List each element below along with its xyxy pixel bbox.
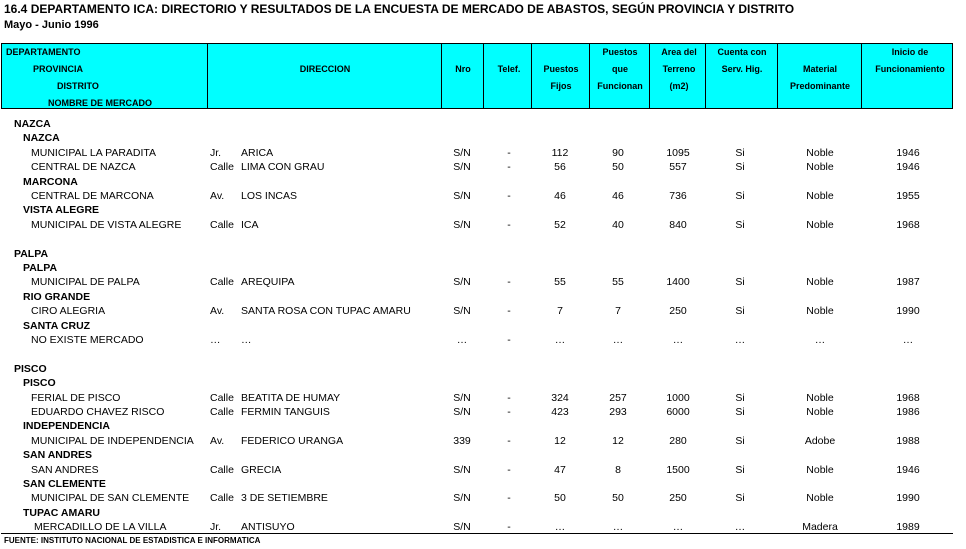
cell-fijos: 423 [551, 406, 569, 418]
cell-mat: Noble [806, 391, 834, 404]
cell-mat: … [814, 334, 826, 346]
cell-func: 90 [612, 146, 624, 159]
header-puestos-fijos-2: Fijos [550, 81, 572, 91]
market-name: CIRO ALEGRIA [31, 305, 106, 318]
cell-tel: - [507, 334, 511, 346]
cell-inicio: 1986 [896, 406, 920, 418]
cell-hig: Si [735, 463, 745, 476]
cell-func: 50 [612, 161, 624, 174]
header-telef-column [484, 44, 532, 108]
cell-area: 1000 [666, 391, 690, 404]
cell-inicio: 1990 [896, 305, 920, 318]
cell-via: Jr. [210, 521, 222, 534]
cell-func: 257 [609, 391, 627, 404]
cell-mat: Noble [806, 146, 834, 159]
cell-func: 40 [612, 218, 624, 231]
header-cuenta-column [706, 44, 778, 108]
cell-via: Av. [210, 305, 225, 318]
report-title: 16.4 DEPARTAMENTO ICA: DIRECTORIO Y RESULTADOS DE LA ENCUESTA DE MERCADO DE ABASTOS, SEGÚN PROVINCIA Y DISTRITO [4, 2, 795, 16]
cell-area: 280 [669, 434, 687, 447]
cell-mat: Noble [806, 406, 834, 418]
cell-dir: GRECIA [241, 463, 282, 476]
market-name: MUNICIPAL DE SAN CLEMENTE [31, 492, 190, 505]
cell-hig: Si [735, 276, 745, 289]
cell-mat: Noble [806, 463, 834, 476]
cell-nro: S/N [453, 521, 471, 534]
market-name: CENTRAL DE NAZCA [31, 161, 136, 174]
cell-nro: S/N [453, 276, 471, 289]
district-name: SANTA CRUZ [23, 319, 91, 332]
cell-tel: - [507, 406, 511, 418]
cell-fijos: 112 [551, 146, 569, 159]
cell-inicio: 1968 [896, 218, 920, 231]
cell-mat: Madera [802, 521, 838, 534]
cell-dir: FERMIN TANGUIS [241, 406, 330, 418]
cell-dir: LOS INCAS [241, 190, 298, 202]
district-name: NAZCA [23, 132, 60, 145]
province-name: PISCO [14, 362, 47, 375]
header-cuenta-1: Cuenta con [717, 47, 767, 57]
district-name: SAN ANDRES [23, 449, 93, 462]
province-name: NAZCA [14, 118, 51, 130]
cell-area: 250 [669, 492, 687, 505]
header-nombre-mercado: NOMBRE DE MERCADO [48, 98, 153, 108]
header-distrito: DISTRITO [57, 81, 99, 91]
cell-dir: 3 DE SETIEMBRE [241, 492, 328, 505]
cell-hig: … [734, 334, 746, 346]
source-footer: FUENTE: INSTITUTO NACIONAL DE ESTADISTICA E INFORMATICA [4, 536, 261, 545]
cell-func: 46 [612, 190, 624, 202]
cell-via: Calle [210, 161, 234, 174]
cell-area: 736 [669, 190, 687, 202]
cell-inicio: … [902, 334, 914, 346]
market-name: MUNICIPAL DE PALPA [31, 276, 140, 289]
cell-dir: SANTA ROSA CON TUPAC AMARU [241, 305, 411, 318]
cell-hig: Si [735, 391, 745, 404]
cell-via: Av. [210, 434, 225, 447]
header-material-1: Material [802, 64, 838, 74]
cell-fijos: 52 [554, 218, 566, 231]
cell-hig: Si [735, 406, 745, 418]
header-inicio-2: Funcionamiento [875, 64, 945, 74]
district-name: SAN CLEMENTE [23, 478, 106, 490]
cell-inicio: 1990 [896, 492, 920, 505]
header-inicio-1: Inicio de [891, 47, 929, 57]
province-name: PALPA [14, 247, 49, 260]
cell-via: Calle [210, 218, 234, 231]
cell-inicio: 1988 [896, 434, 920, 447]
header-provincia: PROVINCIA [33, 64, 84, 74]
cell-dir: FEDERICO URANGA [241, 434, 344, 447]
cell-mat: Noble [806, 492, 834, 505]
cell-area: 250 [669, 305, 687, 318]
cell-fijos: 56 [554, 161, 566, 174]
cell-inicio: 1989 [896, 521, 920, 534]
cell-area: 1400 [666, 276, 690, 289]
header-puestos-fijos-column [532, 44, 590, 108]
cell-dir: … [241, 334, 252, 346]
cell-fijos: 12 [554, 434, 566, 447]
header-area-column [650, 44, 706, 108]
cell-hig: Si [735, 146, 745, 159]
cell-via: Calle [210, 463, 234, 476]
cell-fijos: … [554, 334, 566, 346]
cell-fijos: 7 [557, 305, 563, 318]
cell-nro: S/N [453, 406, 471, 418]
cell-via: Calle [210, 276, 234, 289]
cell-mat: Adobe [804, 434, 836, 447]
header-area-1: Area del [661, 47, 697, 57]
cell-via: … [210, 334, 221, 346]
footer-divider [1, 533, 953, 534]
header-direccion: DIRECCION [299, 64, 351, 74]
cell-via: Jr. [210, 146, 222, 159]
header-area-2: Terreno [662, 64, 696, 74]
cell-hig: Si [735, 190, 745, 202]
header-material-column [778, 44, 862, 108]
cell-hig: … [734, 521, 746, 534]
cell-fijos: … [554, 521, 566, 534]
cell-inicio: 1946 [896, 161, 920, 174]
cell-inicio: 1968 [896, 391, 920, 404]
header-puestos-funcionan-3: Funcionan [597, 81, 643, 91]
cell-dir: LIMA CON GRAU [241, 161, 325, 174]
cell-mat: Noble [806, 305, 834, 318]
header-location-column [2, 44, 208, 108]
market-name: MUNICIPAL DE VISTA ALEGRE [31, 218, 182, 231]
cell-hig: Si [735, 161, 745, 174]
cell-tel: - [507, 492, 511, 505]
cell-nro: S/N [453, 190, 471, 202]
cell-via: Av. [210, 190, 225, 202]
cell-mat: Noble [806, 161, 834, 174]
market-name: NO EXISTE MERCADO [31, 334, 144, 346]
cell-func: … [612, 334, 624, 346]
cell-area: 840 [669, 218, 687, 231]
header-cuenta-2: Serv. Hig. [721, 64, 763, 74]
cell-area: 6000 [666, 406, 690, 418]
header-puestos-funcionan-2: que [611, 64, 629, 74]
cell-func: 7 [615, 305, 621, 318]
cell-func: 293 [609, 406, 627, 418]
cell-func: 55 [612, 276, 624, 289]
cell-inicio: 1987 [896, 276, 920, 289]
cell-via: Calle [210, 406, 234, 418]
cell-inicio: 1946 [896, 146, 920, 159]
cell-fijos: 324 [551, 391, 569, 404]
district-name: RIO GRANDE [23, 290, 91, 303]
cell-dir: AREQUIPA [241, 276, 295, 289]
market-name: MUNICIPAL LA PARADITA [31, 146, 157, 159]
district-name: PALPA [23, 262, 58, 274]
district-name: MARCONA [23, 175, 78, 188]
cell-func: … [612, 521, 624, 534]
header-puestos-funcionan-column [590, 44, 650, 108]
header-material-2: Predominante [789, 81, 851, 91]
header-nro-column [442, 44, 484, 108]
district-name: PISCO [23, 377, 56, 390]
cell-via: Calle [210, 492, 234, 505]
cell-tel: - [507, 391, 511, 404]
cell-hig: Si [735, 218, 745, 231]
cell-nro: S/N [453, 161, 471, 174]
header-direccion-column [208, 44, 442, 108]
header-inicio-column [862, 44, 952, 108]
cell-fijos: 46 [554, 190, 566, 202]
header-puestos-funcionan-1: Puestos [602, 47, 638, 57]
cell-nro: S/N [453, 146, 471, 159]
market-name: CENTRAL DE MARCONA [31, 190, 154, 202]
cell-hig: Si [735, 434, 745, 447]
cell-area: 557 [669, 161, 687, 174]
header-telef: Telef. [497, 64, 521, 74]
header-puestos-fijos-1: Puestos [543, 64, 579, 74]
cell-nro: S/N [453, 391, 471, 404]
cell-mat: Noble [806, 218, 834, 231]
cell-tel: - [507, 521, 511, 534]
cell-func: 8 [615, 463, 621, 476]
cell-inicio: 1946 [896, 463, 920, 476]
market-name: EDUARDO CHAVEZ RISCO [31, 406, 165, 418]
cell-tel: - [507, 190, 511, 202]
cell-mat: Noble [806, 276, 834, 289]
cell-tel: - [507, 305, 511, 318]
cell-tel: - [507, 146, 511, 159]
cell-tel: - [507, 218, 511, 231]
market-name: FERIAL DE PISCO [31, 391, 121, 404]
cell-fijos: 55 [554, 276, 566, 289]
cell-area: 1500 [666, 463, 690, 476]
cell-mat: Noble [806, 190, 834, 202]
cell-via: Calle [210, 391, 234, 404]
market-name: MUNICIPAL DE INDEPENDENCIA [31, 434, 194, 447]
header-departamento: DEPARTAMENTO [6, 47, 81, 57]
cell-tel: - [507, 161, 511, 174]
cell-nro: S/N [453, 492, 471, 505]
cell-tel: - [507, 276, 511, 289]
cell-hig: Si [735, 305, 745, 318]
cell-nro: 339 [453, 434, 471, 447]
cell-nro: S/N [453, 305, 471, 318]
header-area-3: (m2) [669, 81, 689, 91]
table-header [1, 43, 953, 109]
report-subtitle: Mayo - Junio 1996 [4, 19, 99, 31]
cell-area: … [672, 521, 684, 534]
cell-dir: ANTISUYO [241, 521, 295, 534]
cell-tel: - [507, 463, 511, 476]
cell-fijos: 50 [554, 492, 566, 505]
cell-nro: S/N [453, 218, 471, 231]
header-nro: Nro [455, 64, 471, 74]
cell-area: … [672, 334, 684, 346]
cell-tel: - [507, 434, 511, 447]
cell-dir: ICA [241, 218, 259, 231]
market-name: SAN ANDRES [31, 463, 99, 476]
market-name: MERCADILLO DE LA VILLA [34, 521, 167, 534]
cell-dir: BEATITA DE HUMAY [241, 391, 341, 404]
cell-func: 12 [612, 434, 624, 447]
cell-hig: Si [735, 492, 745, 505]
cell-fijos: 47 [554, 463, 566, 476]
district-name: INDEPENDENCIA [23, 420, 110, 433]
cell-dir: ARICA [241, 146, 274, 159]
cell-area: 1095 [666, 146, 690, 159]
cell-nro: … [456, 334, 468, 346]
cell-inicio: 1955 [896, 190, 920, 202]
district-name: TUPAC AMARU [23, 506, 100, 519]
district-name: VISTA ALEGRE [23, 204, 100, 217]
cell-nro: S/N [453, 463, 471, 476]
cell-func: 50 [612, 492, 624, 505]
